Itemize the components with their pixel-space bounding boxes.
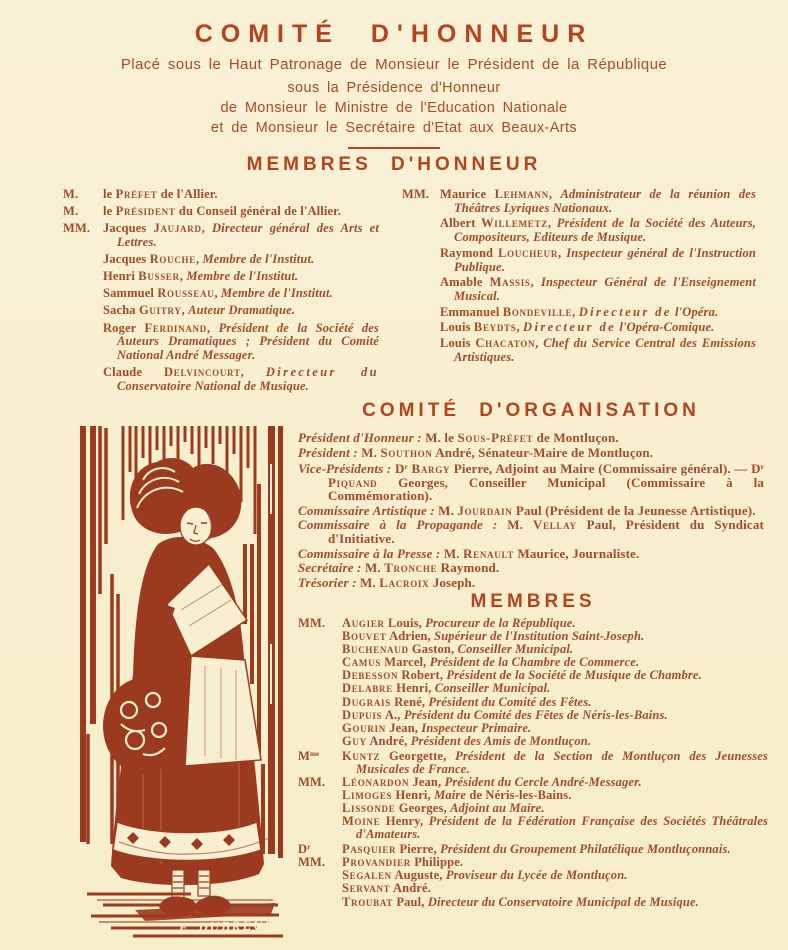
entry-text: Jacques Jaujard, Directeur général des Arts et Lettres. bbox=[103, 221, 379, 250]
entry-text: Delabre Henri, Conseiller Municipal. bbox=[342, 681, 551, 696]
secretaire-line: et de Monsieur le Secrétaire d'Etat aux Beaux-Arts bbox=[210, 120, 578, 136]
entry-text: Pasquier Pierre, Président du Groupement Philatélique Montluçonnais. bbox=[342, 842, 731, 857]
entry-text: le Président du Conseil général de l'Allier. bbox=[103, 204, 342, 219]
entry-text: Augier Louis, Procureur de la République. bbox=[342, 616, 576, 630]
entry-text: Emmanuel Bondeville, Directeur de l'Opéra. bbox=[440, 304, 719, 319]
entry-prefix: MM. bbox=[402, 187, 430, 201]
entry-text: Secrétaire : M. Tronche Raymond. bbox=[298, 560, 500, 576]
member-entry bbox=[298, 748, 768, 776]
honor-entry bbox=[402, 276, 756, 304]
honor-entry bbox=[63, 205, 379, 219]
organisation-line bbox=[298, 576, 764, 590]
entry-text: Troubat Paul, Directeur du Conservatoire Municipal de Musique. bbox=[342, 894, 699, 909]
entry-text: Camus Marcel, Président de la Chambre de Commerce. bbox=[342, 655, 640, 670]
entry-text: Dupuis A., Président du Comité des Fêtes de Néris-les-Bains. bbox=[342, 707, 668, 722]
entry-text: Sacha Guitry, Auteur Dramatique. bbox=[103, 303, 296, 318]
entry-prefix: MM. bbox=[298, 616, 326, 630]
honor-entry bbox=[402, 337, 756, 365]
entry-text: Moine Henry, Président de la Fédération Française des Sociétés Théâtrales d'Amateurs. bbox=[342, 814, 769, 842]
members-list bbox=[298, 617, 768, 909]
honor-entry bbox=[402, 306, 756, 320]
entry-text: Commissaire Artistique : M. Jourdain Paul (Président de la Jeunesse Artistique). bbox=[298, 502, 756, 518]
honor-entry bbox=[63, 188, 379, 202]
honor-entry bbox=[63, 270, 379, 284]
section-heading-organisation: COMITÉ D'ORGANISATION bbox=[362, 400, 700, 421]
entry-prefix: M. bbox=[63, 204, 79, 219]
organisation-line bbox=[298, 504, 764, 518]
honor-right-column bbox=[402, 188, 756, 366]
entry-text: Dugrais René, Président du Comité des Fêtes. bbox=[342, 694, 592, 709]
entry-text: Limoges Henri, Maire de Néris-les-Bains. bbox=[342, 787, 572, 802]
section-heading-membres-honneur: MEMBRES D'HONNEUR bbox=[246, 154, 542, 175]
entry-text: Roger Ferdinand, Président de la Société des Auteurs Dramatiques ; Président du Comité National André Messager. bbox=[103, 320, 379, 363]
organisation-line bbox=[298, 431, 764, 445]
organisation-line bbox=[298, 446, 764, 460]
entry-text: Commissaire à la Presse : M. Renault Maurice, Journaliste. bbox=[298, 545, 640, 561]
entry-prefix: $D^r$ bbox=[298, 842, 311, 857]
entry-text: Henri Busser, Membre de l'Institut. bbox=[103, 269, 299, 284]
entry-text: Buchenaud Gaston, Conseiller Municipal. bbox=[342, 642, 574, 657]
ministre-line: de Monsieur le Ministre de l'Education Nationale bbox=[220, 100, 568, 116]
honor-entry bbox=[63, 322, 379, 364]
organisation-line bbox=[298, 518, 764, 545]
entry-text: Vice-Présidents : $D^r$ Bargy Pierre, Adjoint au Maire (Commissaire général). — $D^r$ Piquand Georges, Conseiller Municipal (Commissaire à la Commémoration). bbox=[298, 461, 764, 504]
woodcut-illustration bbox=[73, 424, 295, 942]
organisation-line bbox=[298, 460, 764, 503]
entry-text: Jacques Rouche, Membre de l'Institut. bbox=[103, 252, 315, 267]
honor-entry bbox=[402, 321, 756, 335]
entry-text: Sammuel Rousseau, Membre de l'Institut. bbox=[103, 286, 333, 301]
honor-entry bbox=[63, 253, 379, 267]
entry-text: le Préfet de l'Allier. bbox=[103, 187, 218, 201]
organisation-line bbox=[298, 547, 764, 561]
entry-text: Claude Delvincourt, Directeur du Conservatoire National de Musique. bbox=[103, 365, 379, 394]
member-entry bbox=[298, 735, 768, 748]
honor-entry bbox=[402, 247, 756, 275]
woodcut-svg bbox=[73, 424, 295, 942]
entry-prefix: $M^{me}$ bbox=[298, 748, 320, 763]
honor-entry bbox=[402, 188, 756, 216]
entry-text: Louis Beydts, Directeur de l'Opéra-Comique. bbox=[440, 320, 715, 335]
entry-text: Provandier Philippe. bbox=[342, 855, 464, 870]
organisation-line bbox=[298, 561, 764, 575]
member-entry bbox=[298, 896, 768, 909]
entry-text: Président d'Honneur : M. le Sous-Préfet de Montluçon. bbox=[298, 430, 619, 445]
honor-entry bbox=[63, 304, 379, 318]
entry-text: Bouvet Adrien, Supérieur de l'Institution Saint-Joseph. bbox=[342, 629, 645, 644]
presidence-line: sous la Présidence d'Honneur bbox=[287, 80, 501, 96]
entry-text: Debesson Robert, Président de la Société de Musique de Chambre. bbox=[342, 668, 702, 683]
entry-prefix: M. bbox=[63, 187, 79, 201]
honor-left-column bbox=[63, 188, 379, 397]
honor-entry bbox=[63, 222, 379, 250]
entry-text: Gourin Jean, Inspecteur Primaire. bbox=[342, 720, 532, 735]
member-entry bbox=[298, 841, 768, 856]
entry-prefix: MM. bbox=[63, 221, 91, 236]
entry-text: Louis Chacaton, Chef du Service Central des Emissions Artistiques. bbox=[440, 335, 756, 364]
organisation-section bbox=[298, 400, 764, 590]
honor-entry bbox=[63, 287, 379, 301]
entry-text: Guy André, Président des Amis de Montluçon. bbox=[342, 733, 592, 748]
entry-text: Segalen Auguste, Proviseur du Lycée de Montluçon. bbox=[342, 868, 628, 883]
entry-text: Léonardon Jean, Président du Cercle André-Messager. bbox=[342, 774, 642, 789]
entry-text: Amable Massis, Inspecteur Général de l'Enseignement Musical. bbox=[440, 275, 756, 304]
entry-text: Lissonde Georges, Adjoint au Maire. bbox=[342, 801, 545, 816]
member-entry bbox=[298, 815, 768, 841]
divider-rule bbox=[348, 147, 440, 149]
patronage-line: Placé sous le Haut Patronage de Monsieur le Président de la République bbox=[120, 56, 668, 73]
section-heading-membres: MEMBRES bbox=[470, 591, 596, 612]
entry-text: Raymond Loucheur, Inspecteur général de l'Instruction Publique. bbox=[440, 245, 756, 274]
page-title: COMITÉ D'HONNEUR bbox=[194, 20, 594, 48]
artist-signature: F. DUBREUIL bbox=[178, 916, 282, 935]
entry-text: Président : M. Southon André, Sénateur-Maire de Montluçon. bbox=[298, 444, 654, 460]
entry-text: Trésorier : M. Lacroix Joseph. bbox=[298, 574, 476, 590]
entry-text: Albert Willemetz, Président de la Société des Auteurs, Compositeurs, Editeurs de Musique. bbox=[440, 216, 756, 245]
organisation-list bbox=[298, 431, 764, 589]
honor-entry bbox=[63, 366, 379, 394]
entry-text: Servant André. bbox=[342, 881, 432, 896]
entry-prefix: MM. bbox=[298, 855, 326, 870]
entry-text: Commissaire à la Propagande : M. Vellay Paul, Président du Syndicat d'Initiative. bbox=[298, 517, 764, 547]
entry-prefix: MM. bbox=[298, 774, 326, 789]
honor-entry bbox=[402, 217, 756, 245]
entry-text: Kuntz Georgette, Président de la Section de Montluçon des Jeunesses Musicales de France. bbox=[342, 748, 768, 776]
entry-text: Maurice Lehmann, Administrateur de la réunion des Théâtres Lyriques Nationaux. bbox=[440, 187, 756, 215]
